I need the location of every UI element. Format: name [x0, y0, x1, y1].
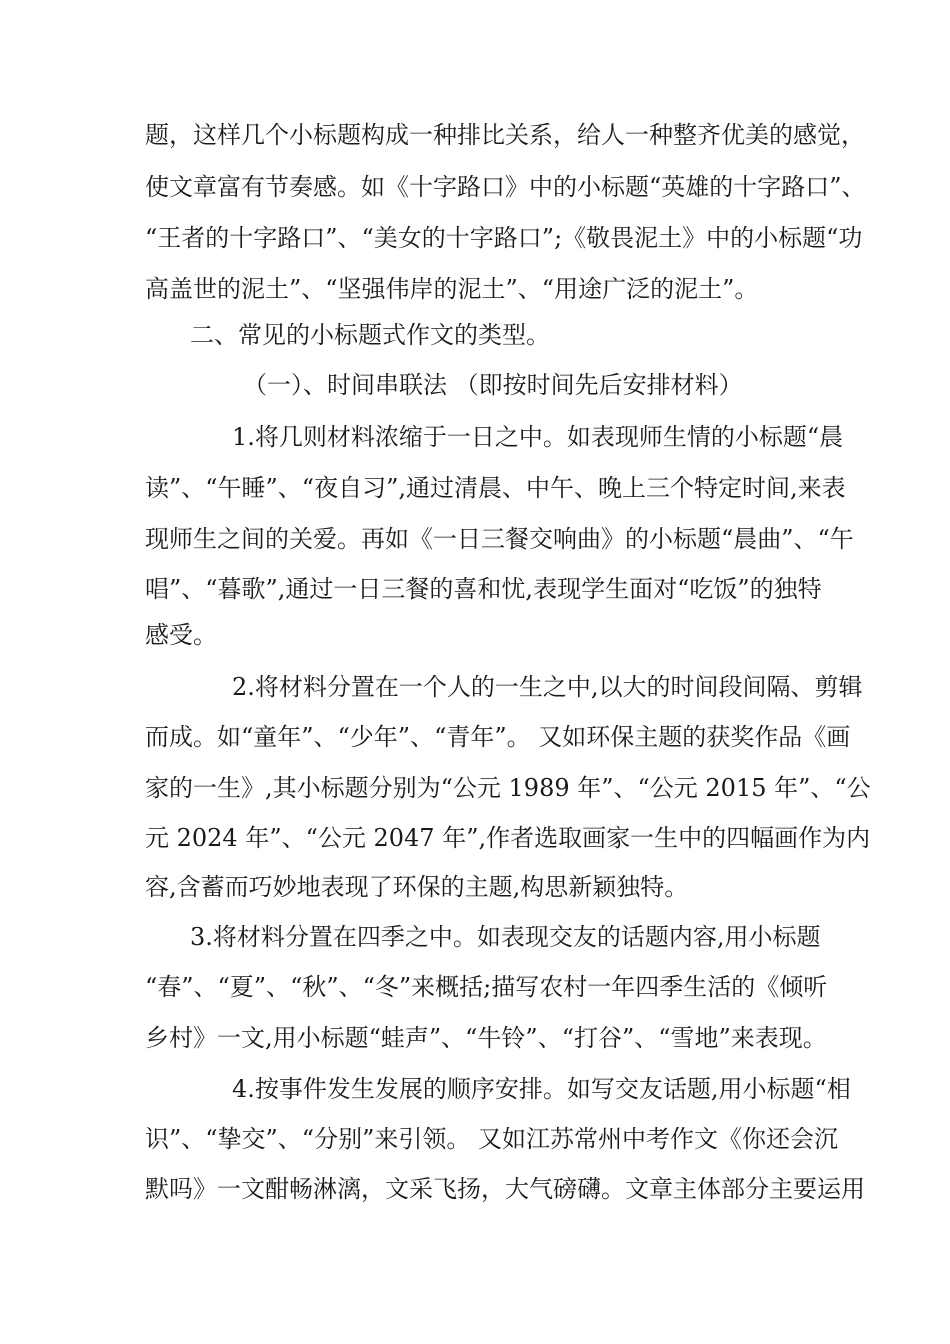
- body-text-line: 题，这样几个小标题构成一种排比关系，给人一种整齐优美的感觉，: [145, 121, 865, 149]
- body-text-line: 默吗》一文酣畅淋漓，文采飞扬，大气磅礴。文章主体部分主要运用: [145, 1175, 865, 1203]
- body-text-line: 容,含蓄而巧妙地表现了环保的主题,构思新颖独特。: [145, 873, 689, 901]
- body-text-line: 4.按事件发生发展的顺序安排。如写交友话题,用小标题“相: [232, 1075, 851, 1103]
- body-text-line: 乡村》一文,用小标题“蛙声”、“牛铃”、“打谷”、“雪地”来表现。: [145, 1024, 827, 1052]
- body-text-line: 读”、“午睡”、“夜自习”,通过清晨、中午、晚上三个特定时间,来表: [145, 474, 846, 502]
- body-text-line: 3.将材料分置在四季之中。如表现交友的话题内容,用小标题: [190, 923, 821, 951]
- body-text-line: 感受。: [145, 621, 217, 649]
- body-text-line: 元 2024 年”、“公元 2047 年”,作者选取画家一生中的四幅画作为内: [145, 824, 871, 852]
- subsection-heading: （一）、时间串联法 （即按时间先后安排材料）: [243, 371, 743, 399]
- section-heading: 二、常见的小标题式作文的类型。: [190, 321, 550, 349]
- body-text-line: 使文章富有节奏感。如《十字路口》中的小标题“英雄的十字路口”、: [145, 173, 866, 201]
- body-text-line: 而成。如“童年”、“少年”、“青年”。 又如环保主题的获奖作品《画: [145, 723, 851, 751]
- body-text-line: 2.将材料分置在一个人的一生之中,以大的时间段间隔、剪辑: [232, 673, 863, 701]
- body-text-line: “王者的十字路口”、“美女的十字路口”;《敬畏泥土》中的小标题“功: [145, 224, 863, 252]
- body-text-line: “春”、“夏”、“秋”、“冬”来概括;描写农村一年四季生活的《倾听: [145, 973, 828, 1001]
- body-text-line: 识”、“挚交”、“分别”来引领。 又如江苏常州中考作文《你还会沉: [145, 1125, 838, 1153]
- body-text-line: 家的一生》,其小标题分别为“公元 1989 年”、“公元 2015 年”、“公: [145, 774, 871, 802]
- body-text-line: 高盖世的泥土”、“坚强伟岸的泥土”、“用途广泛的泥土”。: [145, 275, 759, 303]
- body-text-line: 现师生之间的关爱。再如《一日三餐交响曲》的小标题“晨曲”、“午: [145, 525, 854, 553]
- body-text-line: 1.将几则材料浓缩于一日之中。如表现师生情的小标题“晨: [232, 423, 844, 451]
- body-text-line: 唱”、“暮歌”,通过一日三餐的喜和忧,表现学生面对“吃饭”的独特: [145, 575, 822, 603]
